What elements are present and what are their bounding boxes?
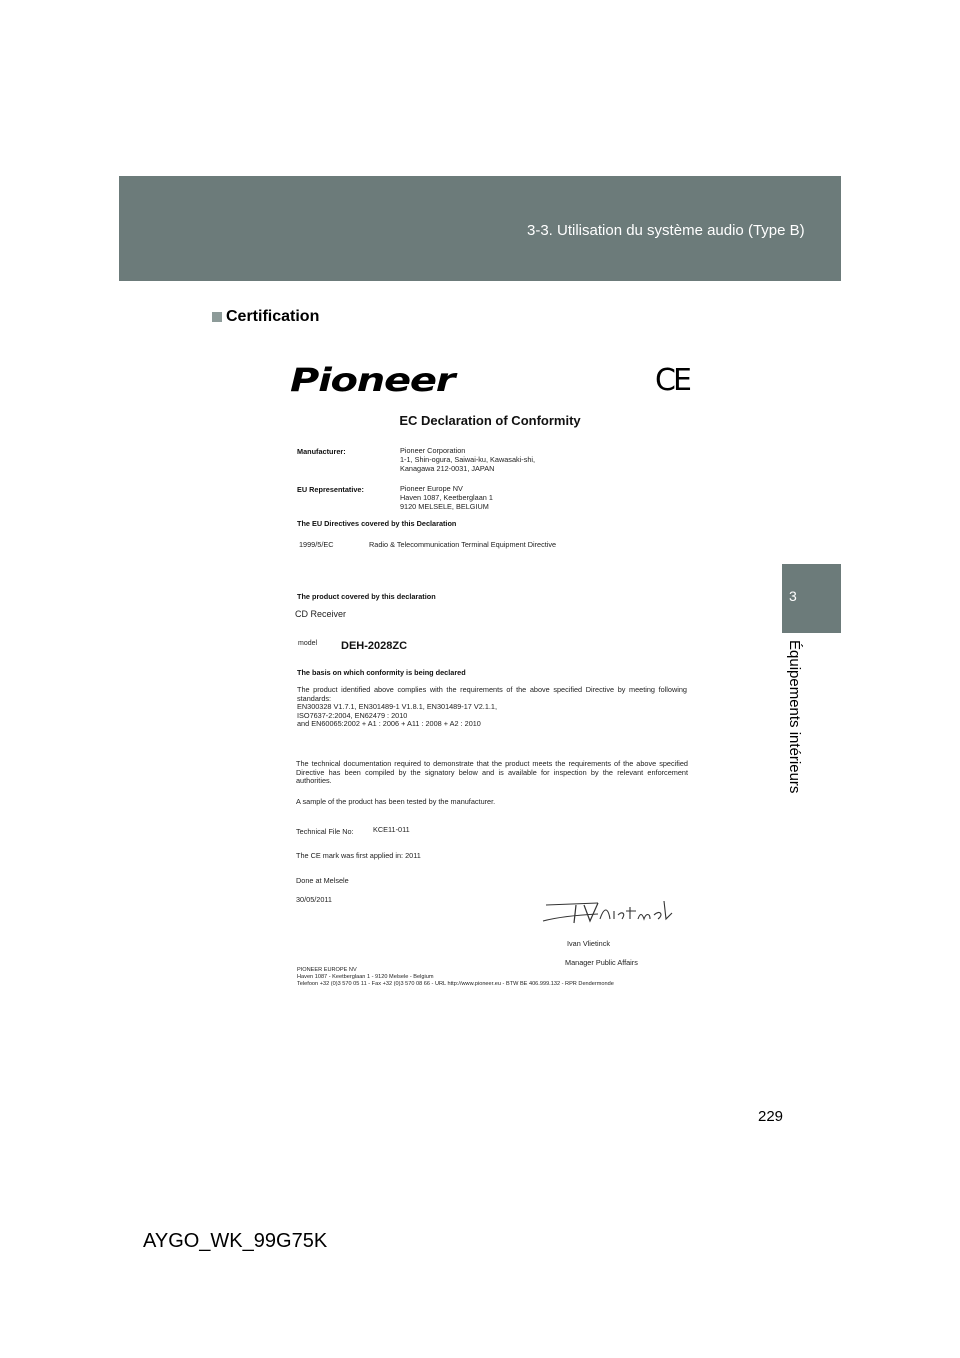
certificate-image — [280, 355, 700, 995]
ce-first-applied-text: The CE mark was first applied in: 2011 — [296, 851, 421, 860]
pioneer-logo: Pioneer — [290, 361, 455, 399]
manufacturer-label: Manufacturer: — [297, 447, 346, 456]
section-title: 3-3. Utilisation du système audio (Type B) — [527, 222, 805, 239]
manufacturer-address: Pioneer Corporation 1-1, Shin-ogura, Saiwai-ku, Kawasaki-shi, Kanagawa 212-0031, JAPAN — [400, 446, 536, 473]
declaration-date: 30/05/2011 — [296, 895, 332, 904]
signatory-role: Manager Public Affairs — [565, 958, 638, 967]
chapter-label: Équipements intérieurs — [786, 640, 803, 794]
section-heading — [212, 308, 319, 326]
technical-documentation-text: The technical documentation required to demonstrate that the product meets the requirements of the above specified Directive has been compiled by the signatory below and is available for inspection by the relevant enforcement authorities. — [296, 759, 688, 785]
product-heading: The product covered by this declaration — [297, 592, 436, 601]
chapter-number: 3 — [789, 588, 797, 604]
technical-file-value: KCE11-011 — [373, 825, 410, 834]
eu-representative-label: EU Representative: — [297, 485, 364, 494]
done-at-text: Done at Melsele — [296, 876, 349, 885]
square-bullet-icon — [212, 312, 222, 322]
section-heading-text: Certification — [226, 308, 320, 325]
certificate-title: EC Declaration of Conformity — [399, 413, 581, 428]
page-number: 229 — [758, 1108, 784, 1125]
sample-tested-text: A sample of the product has been tested by the manufacturer. — [296, 797, 496, 806]
company-footer: PIONEER EUROPE NV Haven 1087 - Keetberglaan 1 - 9120 Melsele - Belgium Telefoon +32 (0)3 570 05 11 - Fax +32 (0)3 570 08 66 - URL http://www.pioneer.eu - BTW BE 406.999.132 - RPR Dendermonde — [297, 967, 614, 987]
document-code: AYGO_WK_99G75K — [143, 1230, 328, 1252]
directives-heading: The EU Directives covered by this Declaration — [297, 519, 457, 528]
signature-icon — [538, 897, 673, 927]
signatory-name: Ivan Vlietinck — [567, 939, 610, 948]
model-label: model — [298, 640, 318, 647]
technical-file-label: Technical File No: — [296, 827, 354, 836]
basis-heading: The basis on which conformity is being declared — [297, 668, 466, 677]
eu-representative-address: Pioneer Europe NV Haven 1087, Keetberglaan 1 9120 MELSELE, BELGIUM — [400, 484, 493, 511]
directive-name: Radio & Telecommunication Terminal Equipment Directive — [369, 540, 557, 549]
product-type: CD Receiver — [295, 609, 347, 619]
basis-text: The product identified above complies with the requirements of the above specified Directive by meeting following standards: EN300328 V1.7.1, EN301489-1 V1.8.1, EN301489-17 V2.1.1, ISO7637-2:2004, EN62479 : 2010 and EN60065:2002 + A1 : 2006 + A11 : 2008 + A2 : 2010 — [297, 685, 687, 728]
model-value: DEH-2028ZC — [341, 640, 408, 652]
directive-code: 1999/5/EC — [299, 540, 334, 549]
ce-mark-icon: CE — [655, 363, 689, 398]
